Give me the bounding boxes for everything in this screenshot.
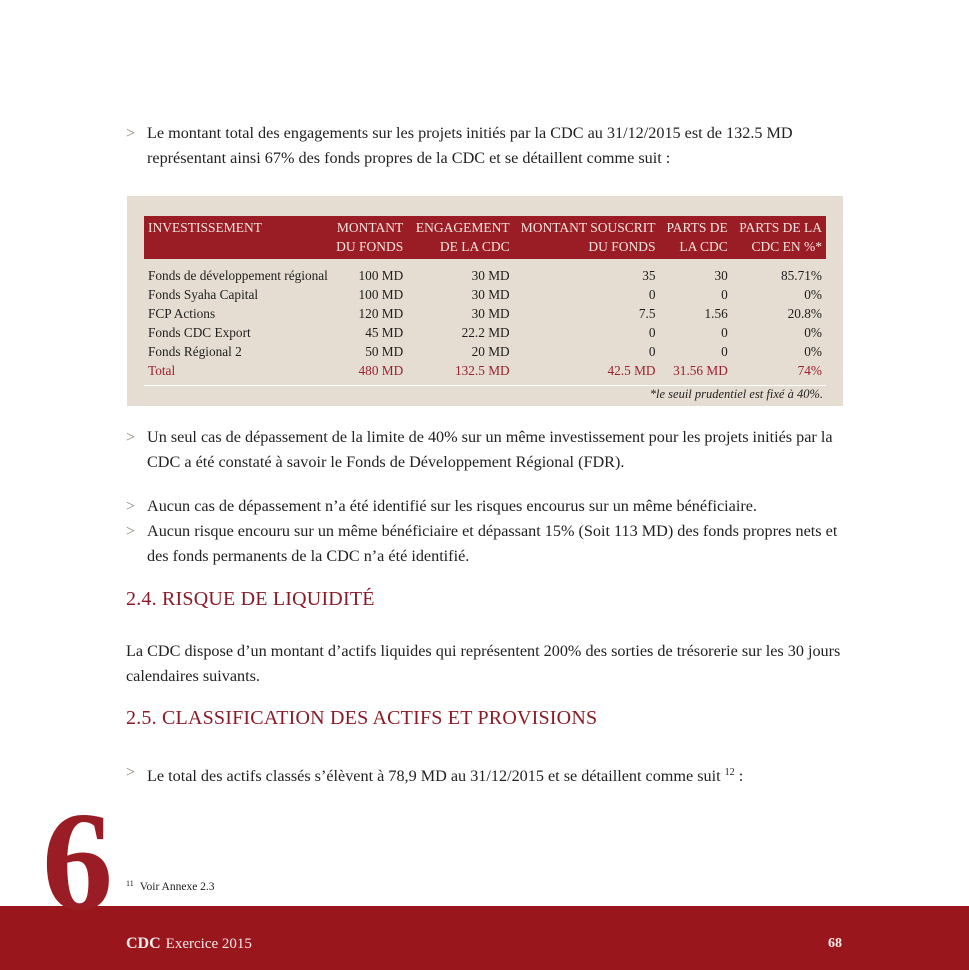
- cell-souscrit: 0: [648, 325, 656, 340]
- header-parts-cdc: PARTS DE LA CDC: [660, 216, 732, 259]
- cell-name: Fonds Syaha Capital: [148, 287, 259, 302]
- total-parts: 31.56 MD: [673, 363, 728, 378]
- table-row: [144, 342, 826, 361]
- total-souscrit: 42.5 MD: [607, 363, 656, 378]
- header-investissement: INVESTISSEMENT: [144, 216, 332, 259]
- cell-engagement: 30 MD: [471, 268, 510, 283]
- cell-souscrit: 35: [642, 268, 656, 283]
- cell-engagement: 30 MD: [471, 306, 510, 321]
- footer-subtitle: Exercice 2015: [165, 936, 252, 952]
- cell-name: Fonds Régional 2: [148, 344, 242, 359]
- bullet-no-excess: [126, 494, 846, 519]
- cell-parts: 0: [721, 287, 728, 302]
- bullet-fdr: [126, 425, 846, 475]
- footnote-reference[interactable]: 12: [724, 767, 735, 778]
- cell-name: FCP Actions: [148, 306, 216, 321]
- chapter-number: 6: [42, 782, 113, 940]
- footer-brand: [126, 935, 252, 953]
- table-divider: [144, 385, 826, 386]
- bullet-text: Le total des actifs classés s’élèvent à 78,9 MD au 31/12/2015 et se détaillent comme suit $^{12}$ :: [147, 767, 744, 785]
- cell-engagement: 22.2 MD: [461, 325, 510, 340]
- total-label: Total: [148, 363, 176, 378]
- cell-montant: 50 MD: [365, 344, 404, 359]
- cell-parts: 1.56: [704, 306, 728, 321]
- intro-bullet: [126, 121, 846, 171]
- cell-montant: 45 MD: [365, 325, 404, 340]
- cell-souscrit: 0: [648, 344, 656, 359]
- table-total-row: [144, 361, 826, 380]
- cell-parts: 30: [714, 268, 728, 283]
- header-montant-souscrit: MONTANT SOUSCRIT DU FONDS: [514, 216, 660, 259]
- bullet-no-risk: [126, 519, 846, 569]
- cell-montant: 100 MD: [358, 268, 404, 283]
- header-montant-fonds: MONTANT DU FONDS: [332, 216, 407, 259]
- section-heading-classification: 2.5. CLASSIFICATION DES ACTIFS ET PROVISIONS: [126, 707, 598, 729]
- bullet-arrow-icon: >: [126, 125, 136, 142]
- table-row: [144, 304, 826, 323]
- table-row: [144, 323, 826, 342]
- bullet-arrow-icon: >: [126, 523, 136, 540]
- cell-montant: 120 MD: [358, 306, 404, 321]
- cell-souscrit: 7.5: [638, 306, 656, 321]
- bullet-classified-assets: [126, 760, 846, 789]
- bullet-text: Un seul cas de dépassement de la limite de 40% sur un même investissement pour les projets initiés par la CDC a été constaté à savoir le Fonds de Développement Régional (FDR).: [147, 428, 833, 471]
- footer-brand-name: CDC: [126, 935, 161, 952]
- footnote-number: 11: [126, 879, 134, 888]
- total-montant: 480 MD: [358, 363, 404, 378]
- investment-table-panel: [127, 196, 843, 406]
- table-row: [144, 285, 826, 304]
- footnote-text: Voir Annexe 2.3: [139, 881, 215, 893]
- bullet-arrow-icon: >: [126, 764, 136, 781]
- bullet-text: Aucun risque encouru sur un même bénéficiaire et dépassant 15% (Soit 113 MD) des fonds propres nets et des fonds permanents de la CDC n’a été identifié.: [147, 522, 838, 565]
- cell-parts-pct: 0%: [804, 287, 822, 302]
- bullet-arrow-icon: >: [126, 429, 136, 446]
- cell-name: Fonds CDC Export: [148, 325, 251, 340]
- cell-engagement: 30 MD: [471, 287, 510, 302]
- cell-parts-pct: 85.71%: [781, 268, 822, 283]
- header-engagement-cdc: ENGAGEMENT DE LA CDC: [407, 216, 513, 259]
- bullet-arrow-icon: >: [126, 498, 136, 515]
- cell-name: Fonds de développement régional: [148, 268, 328, 283]
- cell-parts-pct: 0%: [804, 344, 822, 359]
- cell-parts-pct: 0%: [804, 325, 822, 340]
- investment-table: [144, 216, 826, 380]
- intro-bullet-text: Le montant total des engagements sur les projets initiés par la CDC au 31/12/2015 est de 132.5 MD représentant ainsi 67% des fonds propres de la CDC et se détaillent comme suit :: [147, 124, 793, 167]
- liquidity-paragraph: La CDC dispose d’un montant d’actifs liquides qui représentent 200% des sorties de trésorerie sur les 30 jours calendaires suivants.: [126, 642, 841, 685]
- total-parts-pct: 74%: [797, 363, 822, 378]
- section-heading-liquidity: 2.4. RISQUE DE LIQUIDITÉ: [126, 588, 375, 610]
- table-header-row: [144, 216, 826, 259]
- bullet-text: Aucun cas de dépassement n’a été identifié sur les risques encourus sur un même bénéficiaire.: [147, 497, 757, 515]
- page-number: 68: [828, 936, 842, 951]
- table-row: [144, 266, 826, 285]
- cell-parts-pct: 20.8%: [787, 306, 822, 321]
- cell-parts: 0: [721, 344, 728, 359]
- cell-parts: 0: [721, 325, 728, 340]
- total-engagement: 132.5 MD: [454, 363, 510, 378]
- footnote: [126, 879, 215, 893]
- table-footnote: *le seuil prudentiel est fixé à 40%.: [649, 387, 823, 401]
- header-parts-cdc-pct: PARTS DE LA CDC EN %*: [732, 216, 826, 259]
- cell-souscrit: 0: [648, 287, 656, 302]
- cell-montant: 100 MD: [358, 287, 404, 302]
- cell-engagement: 20 MD: [471, 344, 510, 359]
